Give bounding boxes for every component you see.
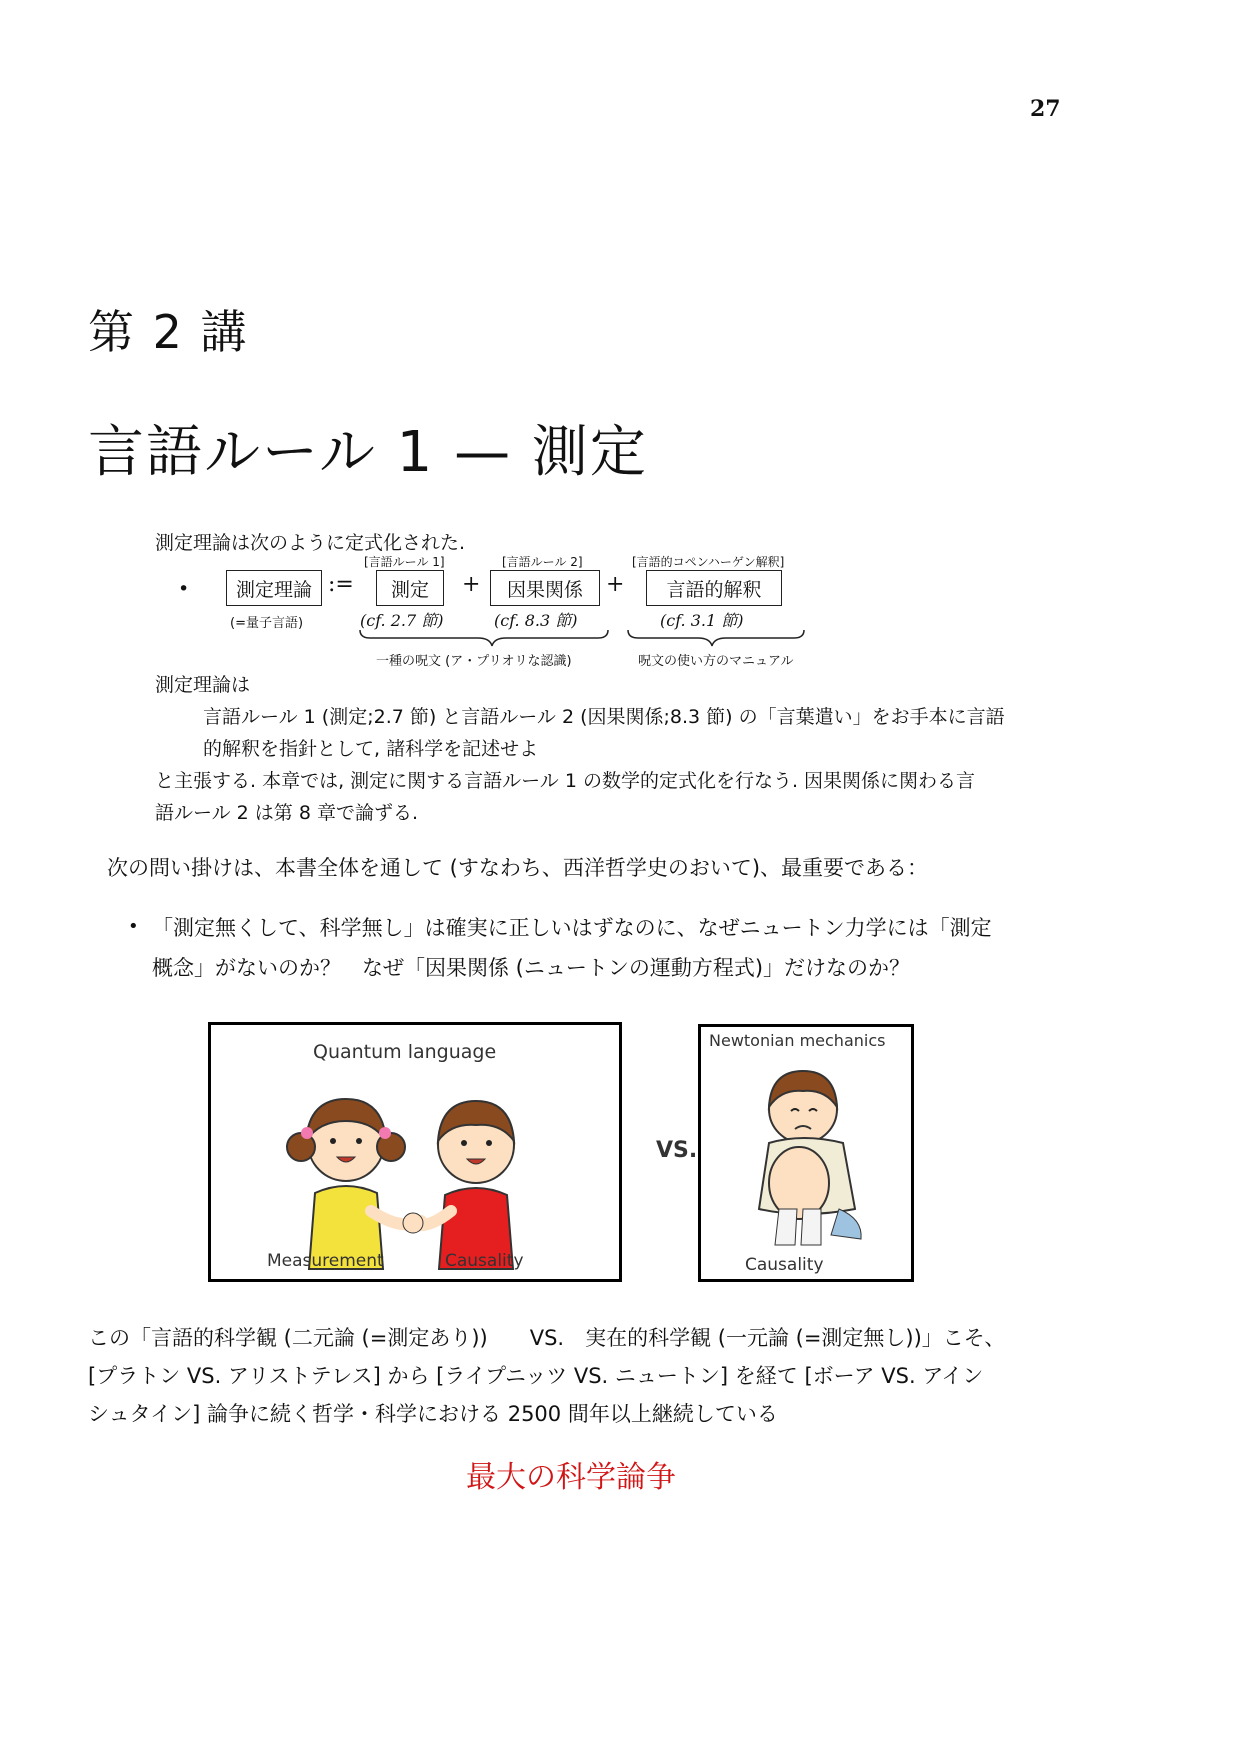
newtonian-mechanics-title: Newtonian mechanics xyxy=(709,1031,886,1050)
page-number: 27 xyxy=(1030,96,1061,122)
question-line-2: 概念」がないのか？ なぜ「因果関係 (ニュートンの運動方程式)」だけなのか？ xyxy=(152,956,911,980)
conclusion-line-1: この「言語的科学観 (二元論 (=測定あり)) VS. 実在的科学観 (一元論 (=測定無し))」こそ、 xyxy=(88,1326,1006,1350)
measurement-caption: Measurement xyxy=(267,1251,384,1271)
claim-line-2: 的解釈を指針として, 諸科学を記述せよ xyxy=(203,738,539,760)
plus-operator-2: + xyxy=(606,572,625,597)
causality-caption-left: Causality xyxy=(445,1251,524,1271)
conclusion-line-3: シュタイン] 論争に続く哲学・科学における 2500 間年以上継続している xyxy=(88,1402,778,1426)
handshake-illustration xyxy=(261,1081,571,1271)
ref-causality: (cf. 8.3 節) xyxy=(494,611,578,630)
claim-lead: 測定理論は xyxy=(155,674,251,696)
assign-operator: := xyxy=(328,572,354,597)
ref-measurement: (cf. 2.7 節) xyxy=(360,611,444,630)
question-line-1: 「測定無くして、科学無し」は確実に正しいはずなのに、なぜニュートン力学には「測定 xyxy=(152,916,992,940)
newtonian-mechanics-panel xyxy=(698,1024,914,1282)
ref-interpretation: (cf. 3.1 節) xyxy=(660,611,744,630)
sad-boy-illustration xyxy=(739,1059,879,1255)
term-measurement-theory: 測定理論 xyxy=(226,570,322,606)
chapter-title: 言語ルール 1 — 測定 xyxy=(88,420,648,485)
quantum-language-title: Quantum language xyxy=(313,1041,497,1063)
vs-label: VS. xyxy=(656,1138,698,1163)
quantum-language-note: (=量子言語) xyxy=(230,616,304,631)
underbraces xyxy=(358,628,808,650)
brace-label-manual: 呪文の使い方のマニュアル xyxy=(638,654,794,669)
claim-line-3: と主張する. 本章では, 測定に関する言語ルール 1 の数学的定式化を行なう. 因果関係に関わる言 xyxy=(155,770,976,792)
plus-operator-1: + xyxy=(462,572,481,597)
claim-line-4: 語ルール 2 は第 8 章で論ずる. xyxy=(155,802,418,824)
highlight-text: 最大の科学論争 xyxy=(466,1460,676,1495)
chapter-heading: 第 2 講 xyxy=(88,305,249,359)
label-rule2: [言語ルール 2] xyxy=(502,555,583,569)
quantum-language-panel xyxy=(208,1022,622,1282)
claim-line-1: 言語ルール 1 (測定;2.7 節) と言語ルール 2 (因果関係;8.3 節) の「言葉遣い」をお手本に言語 xyxy=(203,706,1005,728)
conclusion-line-2: [プラトン VS. アリストテレス] から [ライプニッツ VS. ニュートン] を経て [ボーア VS. アイン xyxy=(88,1364,984,1388)
causality-caption-right: Causality xyxy=(745,1255,824,1275)
term-causality: 因果関係 xyxy=(490,570,600,606)
term-measurement: 測定 xyxy=(376,570,444,606)
brace-label-spell: 一種の呪文 (ア・プリオリな認識) xyxy=(376,654,572,669)
term-linguistic-interpretation: 言語的解釈 xyxy=(646,570,782,606)
formula-bullet: • xyxy=(178,578,190,600)
label-rule1: [言語ルール 1] xyxy=(364,555,445,569)
label-interpretation: [言語的コペンハーゲン解釈] xyxy=(632,555,785,569)
question-bullet: • xyxy=(128,916,139,937)
question-intro: 次の問い掛けは、本書全体を通して (すなわち、西洋哲学史のおいて)、最重要である： xyxy=(107,856,929,880)
intro-text: 測定理論は次のように定式化された. xyxy=(155,532,466,554)
